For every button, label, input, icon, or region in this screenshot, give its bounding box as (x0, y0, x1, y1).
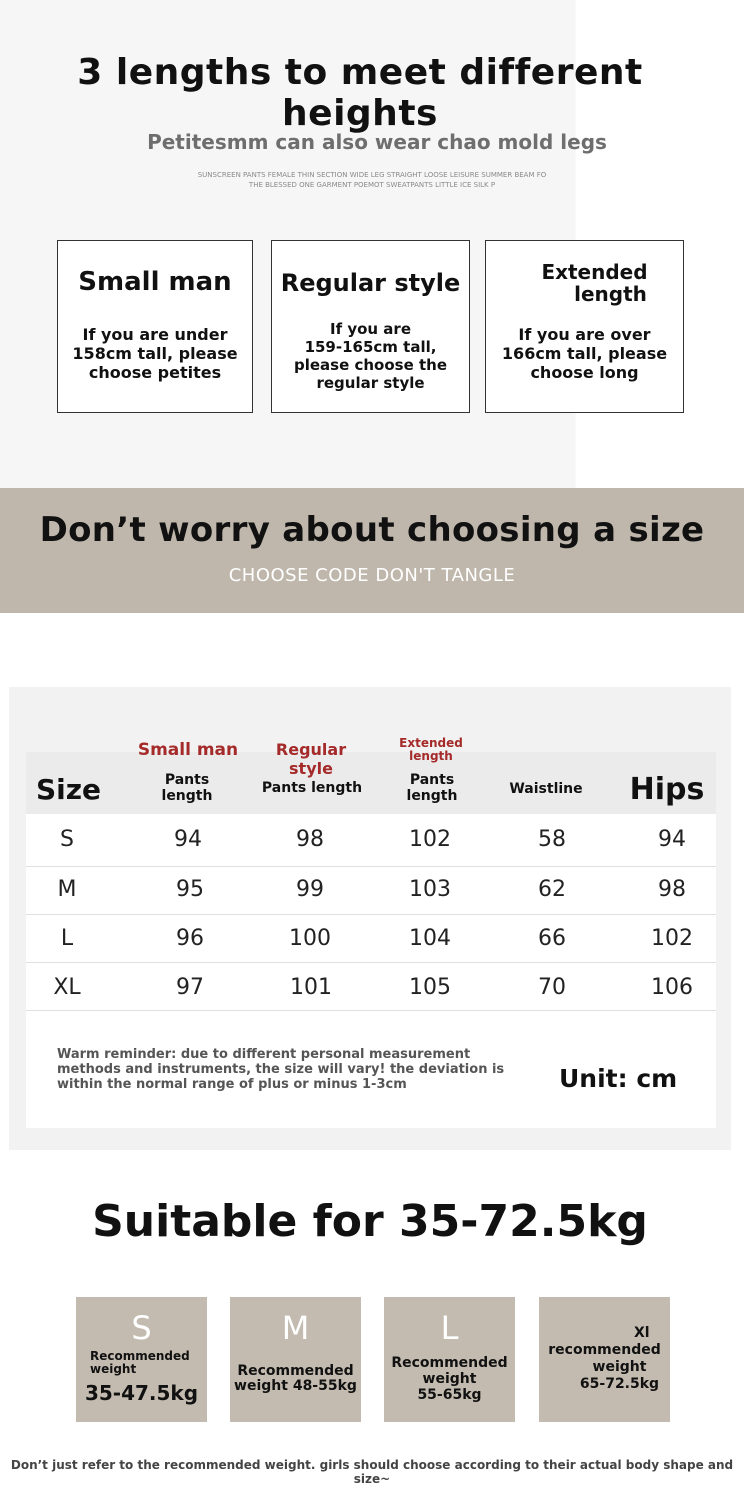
weight-card-text: Recommended weight (90, 1349, 190, 1376)
fine-print: SUNSCREEN PANTS FEMALE THIN SECTION WIDE LEG STRAIGHT LOOSE LEISURE SUMMER BEAM FO THE BLESSED ONE GARMENT POEMOT SWEATPANTS LITTLE ICE SILK P (197, 171, 547, 189)
style-card-extended (485, 240, 684, 413)
table-cell-waist: 58 (538, 827, 566, 852)
style-card-desc: If you are over 166cm tall, please choose long (501, 325, 668, 382)
table-cell-hips: 94 (658, 827, 686, 852)
table-cell-regular: 99 (296, 877, 324, 902)
style-card-title: Regular style (280, 269, 461, 297)
banner-title: Don’t worry about choosing a size (39, 510, 705, 550)
warm-reminder: Warm reminder: due to different personal measurement methods and instruments, the size will vary! the deviation is within the normal range of plus or minus 1-3cm (57, 1047, 505, 1092)
intro-subtitle: Petitesmm can also wear chao mold legs (147, 130, 607, 154)
size-table-header-band (26, 752, 716, 814)
table-cell-small: 95 (176, 877, 204, 902)
row-divider (26, 866, 716, 867)
table-cell-hips: 106 (651, 975, 693, 1000)
weight-range: 35-47.5kg (84, 1381, 199, 1405)
table-cell-extended: 105 (409, 975, 451, 1000)
weight-card-m (230, 1297, 361, 1422)
style-card-title: Small man (78, 267, 232, 297)
pants-length-header-extended: Pants length (406, 772, 458, 804)
weight-card-text: Recommended weight 55-65kg (391, 1355, 508, 1403)
pants-length-header-regular: Pants length (261, 780, 363, 796)
weight-card-text: Xl recommended weight 65-72.5kg (548, 1325, 661, 1392)
table-cell-extended: 102 (409, 827, 451, 852)
column-group-extended: Extended length (399, 736, 463, 763)
table-cell-hips: 98 (658, 877, 686, 902)
table-cell-small: 94 (174, 827, 202, 852)
weight-card-xl (539, 1297, 670, 1422)
table-cell-small: 96 (176, 926, 204, 951)
size-header: Size (36, 773, 102, 806)
weight-title: Suitable for 35-72.5kg (92, 1196, 648, 1247)
pants-length-header-small: Pants length (161, 772, 213, 804)
waistline-header: Waistline (509, 781, 583, 797)
table-cell-extended: 103 (409, 877, 451, 902)
footer-note: Don’t just refer to the recommended weight. girls should choose according to their actual body shape and size~ (10, 1458, 734, 1486)
table-cell-small: 97 (176, 975, 204, 1000)
style-card-small (57, 240, 253, 413)
table-cell-regular: 98 (296, 827, 324, 852)
column-group-regular: Regular style (275, 740, 347, 778)
hips-header: Hips (629, 772, 705, 807)
size-letter: L (440, 1309, 459, 1347)
size-letter: M (281, 1309, 310, 1347)
table-cell-regular: 101 (290, 975, 332, 1000)
row-divider (26, 962, 716, 963)
style-card-desc: If you are 159-165cm tall, please choose the regular style (293, 320, 448, 392)
table-cell-size: L (60, 926, 74, 951)
row-divider (26, 1010, 716, 1011)
size-banner (0, 488, 744, 613)
table-cell-size: XL (53, 975, 81, 1000)
table-cell-waist: 70 (538, 975, 566, 1000)
column-group-small: Small man (137, 740, 239, 760)
weight-card-text: Recommended weight 48-55kg (234, 1363, 357, 1394)
weight-card-l (384, 1297, 515, 1422)
table-cell-regular: 100 (289, 926, 331, 951)
table-cell-hips: 102 (651, 926, 693, 951)
table-cell-extended: 104 (409, 926, 451, 951)
banner-subtitle: CHOOSE CODE DON'T TANGLE (228, 565, 516, 586)
table-cell-size: S (60, 827, 74, 852)
style-card-regular (271, 240, 470, 413)
style-card-title: Extended length (541, 260, 648, 306)
weight-card-s (76, 1297, 207, 1422)
row-divider (26, 914, 716, 915)
table-cell-waist: 66 (538, 926, 566, 951)
table-cell-size: M (57, 877, 77, 902)
style-card-desc: If you are under 158cm tall, please choose petites (72, 325, 238, 382)
table-cell-waist: 62 (538, 877, 566, 902)
size-letter: S (131, 1309, 152, 1347)
unit-label: Unit: cm (559, 1064, 678, 1093)
intro-title: 3 lengths to meet different heights (77, 52, 643, 134)
